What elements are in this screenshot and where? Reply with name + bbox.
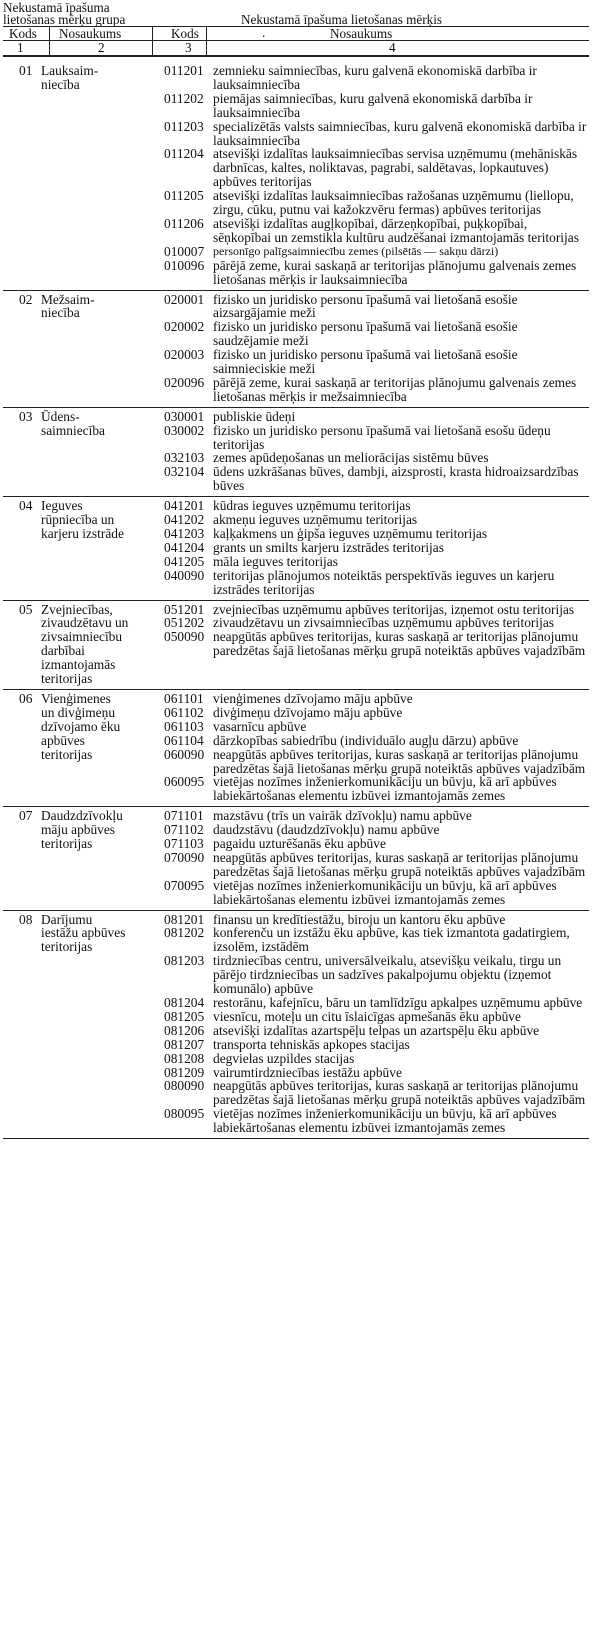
purpose-name: dārzkopības sabiedrību (individuālo augļu dārzu) apbūve xyxy=(213,732,519,748)
col-num-4: 4 xyxy=(389,40,396,55)
purpose-code: 011204 xyxy=(164,146,204,162)
purpose-row xyxy=(149,692,589,706)
purpose-code: 081204 xyxy=(164,995,205,1010)
purpose-name: zemes apūdeņošanas un meliorācijas sistēmu būves xyxy=(213,450,489,466)
purpose-name: fizisko un juridisko personu īpašumā vai lietošanā esošie saudzējamie meži xyxy=(213,319,518,349)
purpose-row xyxy=(149,189,589,217)
purpose-name: atsevišķi izdalītas lauksaimniecības ražošanas uzņēmumu (liellopu, zirgu, cūku, putnu vai kažokzvēru fermas) apbūves teritorijas xyxy=(213,188,574,218)
purpose-name: specializētās valsts saimniecības, kuru galvenā ekonomiskā darbība ir lauksaimniecība xyxy=(213,118,587,148)
purpose-code: 081207 xyxy=(164,1036,205,1052)
land-use-purpose-table xyxy=(3,0,589,1139)
group-01 xyxy=(3,62,589,291)
group-name: Daudzdzīvokļu māju apbūves teritorijas xyxy=(41,808,123,852)
purpose-code: 061102 xyxy=(164,704,204,720)
purpose-list xyxy=(149,913,589,1136)
group-code: 01 xyxy=(19,63,33,78)
group-name: Darījumu iestāžu apbūves teritorijas xyxy=(41,911,126,955)
purpose-name: konferenču un izstāžu ēku apbūve, kas tiek izmantota gadatirgiem, izsolēm, izstādēm xyxy=(213,925,570,955)
purpose-name: fizisko un juridisko personu īpašumā vai lietošanā esošu ūdeņu teritorijas xyxy=(213,422,551,452)
purpose-row xyxy=(149,499,589,513)
purpose-row xyxy=(149,748,589,776)
group-name: Mežsaim- niecība xyxy=(41,291,95,321)
purpose-name: pārējā zeme, kurai saskaņā ar teritorijas plānojumu galvenais zemes lietošanas mērķis ir mežsaimniecība xyxy=(213,374,577,404)
purpose-name: kūdras ieguves uzņēmumu teritorijas xyxy=(213,498,411,514)
group-name: Zvejniecības, zivaudzētavu un zivsaimniecību darbībai izmantojamās teritorijas xyxy=(41,601,129,687)
purpose-name: akmeņu ieguves uzņēmumu teritorijas xyxy=(213,512,418,528)
purpose-code: 071102 xyxy=(164,822,204,838)
purpose-row xyxy=(149,513,589,527)
purpose-name: māla ieguves teritorijas xyxy=(213,553,338,569)
purpose-row xyxy=(149,1010,589,1024)
purpose-name: kaļķakmens un ģipša ieguves uzņēmumu teritorijas xyxy=(213,526,488,541)
purpose-code: 041201 xyxy=(164,498,205,514)
header-divider-2 xyxy=(152,27,153,55)
purpose-list xyxy=(149,603,589,686)
purpose-code: 081201 xyxy=(164,911,205,927)
header-rule-3 xyxy=(3,55,589,57)
purpose-row xyxy=(149,217,589,245)
purpose-code: 020003 xyxy=(164,347,205,363)
group-name: Ieguves rūpniecība un karjeru izstrāde xyxy=(41,498,124,541)
purpose-code: 051202 xyxy=(164,615,205,631)
group-05 xyxy=(3,601,589,690)
purpose-name: publiskie ūdeņi xyxy=(213,408,296,424)
purpose-row xyxy=(149,1052,589,1066)
purpose-row xyxy=(149,616,589,630)
purpose-name: pagaidu uzturēšanās ēku apbūve xyxy=(213,836,386,852)
purpose-list xyxy=(149,809,589,906)
purpose-row xyxy=(149,451,589,465)
group-code: 08 xyxy=(19,911,33,927)
col-num-3: 3 xyxy=(185,40,192,55)
purpose-code: 010007 xyxy=(164,243,205,259)
group-list xyxy=(3,62,589,1139)
group-code: 04 xyxy=(19,498,33,514)
purpose-code: 071103 xyxy=(164,836,204,852)
purpose-row xyxy=(149,147,589,189)
purpose-code: 081208 xyxy=(164,1050,205,1066)
purpose-list xyxy=(149,410,589,493)
group-name: Vienģimenes un divģimeņu dzīvojamo ēku apbūves teritorijas xyxy=(41,690,121,762)
purpose-code: 081205 xyxy=(164,1008,205,1024)
group-code: 02 xyxy=(19,291,33,307)
purpose-row xyxy=(149,64,589,92)
purpose-code: 030001 xyxy=(164,408,205,424)
header-divider-1 xyxy=(49,27,50,55)
group-02 xyxy=(3,291,589,408)
purpose-code: 010096 xyxy=(164,257,205,273)
purpose-list xyxy=(149,692,589,803)
col-num-1: 1 xyxy=(17,40,24,55)
purpose-name: zemnieku saimniecības, kuru galvenā ekonomiskā darbība ir lauksaimniecība xyxy=(213,63,537,92)
purpose-row xyxy=(149,1038,589,1052)
purpose-code: 070095 xyxy=(164,877,205,893)
purpose-row xyxy=(149,1066,589,1080)
purpose-list xyxy=(149,499,589,596)
purpose-name: piemājas saimniecības, kuru galvenā ekonomiskā darbība ir lauksaimniecība xyxy=(213,90,533,120)
group-name: Lauksaim- niecība xyxy=(41,63,99,92)
purpose-name: vietējas nozīmes inženierkomunikāciju un būvju, kā arī apbūves labiekārtošanas elementu izbūvei izmantojamās zemes xyxy=(213,1106,557,1136)
purpose-name: restorānu, kafejnīcu, bāru un tamlīdzīgu apkalpes uzņēmumu apbūve xyxy=(213,995,583,1010)
purpose-name: zvejniecības uzņēmumu apbūves teritorijas, izņemot ostu teritorijas xyxy=(213,601,575,617)
purpose-row xyxy=(149,823,589,837)
purpose-row xyxy=(149,348,589,376)
purpose-code: 060095 xyxy=(164,774,205,790)
purpose-code: 081203 xyxy=(164,953,205,969)
purpose-row xyxy=(149,775,589,803)
purpose-row xyxy=(149,720,589,734)
purpose-code: 060090 xyxy=(164,746,205,762)
table-header xyxy=(3,0,589,62)
purpose-name: zivaudzētavu un zivsaimniecības uzņēmumu apbūves teritorijas xyxy=(213,615,554,631)
col-code2-label: Kods xyxy=(171,26,199,41)
purpose-code: 032104 xyxy=(164,464,205,480)
purpose-name: vienģimenes dzīvojamo māju apbūve xyxy=(213,690,413,706)
purpose-code: 041205 xyxy=(164,553,205,569)
purpose-name: neapgūtās apbūves teritorijas, kuras saskaņā ar teritorijas plānojumu paredzētas šajā lietošanas mērķu grupā noteiktās apbūves vajadzībām xyxy=(213,629,586,659)
purpose-row xyxy=(149,913,589,927)
purpose-name: atsevišķi izdalītas azartspēļu telpas un azartspēļu ēku apbūve xyxy=(213,1022,540,1038)
group-03 xyxy=(3,408,589,497)
purpose-name: ūdens uzkrāšanas būves, dambji, aizsprosti, krasta hidroaizsardzības būves xyxy=(213,464,579,494)
purpose-code: 081202 xyxy=(164,925,205,941)
purpose-code: 011203 xyxy=(164,118,204,134)
purpose-row xyxy=(149,541,589,555)
purpose-name: fizisko un juridisko personu īpašumā vai lietošanā esošie aizsargājamie meži xyxy=(213,291,518,321)
purpose-row xyxy=(149,706,589,720)
purpose-code: 071101 xyxy=(164,808,204,824)
purpose-list xyxy=(149,64,589,287)
purpose-name: divģimeņu dzīvojamo māju apbūve xyxy=(213,704,403,720)
purpose-code: 011205 xyxy=(164,188,204,204)
purpose-code: 032103 xyxy=(164,450,205,466)
group-04 xyxy=(3,497,589,600)
purpose-name: transporta tehniskās apkopes stacijas xyxy=(213,1036,410,1052)
purpose-code: 040090 xyxy=(164,567,205,583)
purpose-code: 041203 xyxy=(164,526,205,541)
purpose-code: 080095 xyxy=(164,1106,205,1122)
purpose-code: 070090 xyxy=(164,849,205,865)
purpose-row xyxy=(149,851,589,879)
group-code: 03 xyxy=(19,408,33,424)
purpose-code: 061103 xyxy=(164,718,204,734)
purpose-row xyxy=(149,926,589,954)
group-06 xyxy=(3,690,589,807)
purpose-name: neapgūtās apbūves teritorijas, kuras saskaņā ar teritorijas plānojumu paredzētas šajā lietošanas mērķu grupā noteiktās apbūves vajadzībām xyxy=(213,1078,586,1108)
purpose-row xyxy=(149,569,589,597)
group-07 xyxy=(3,807,589,910)
purpose-name: neapgūtās apbūves teritorijas, kuras saskaņā ar teritorijas plānojumu paredzētas šajā lietošanas mērķu grupā noteiktās apbūves vajadzībām xyxy=(213,746,586,776)
purpose-name: daudzstāvu (daudzdzīvokļu) namu apbūve xyxy=(213,822,440,838)
purpose-name: pārējā zeme, kurai saskaņā ar teritorijas plānojumu galvenais zemes lietošanas mērķis ir lauksaimniecība xyxy=(213,257,577,287)
purpose-row xyxy=(149,1024,589,1038)
purpose-code: 011201 xyxy=(164,63,204,78)
col-name-label: Nosaukums xyxy=(59,26,122,41)
group-code: 05 xyxy=(19,601,33,617)
purpose-code: 061104 xyxy=(164,732,204,748)
purpose-code: 011206 xyxy=(164,215,204,231)
purpose-name: viesnīcu, moteļu un citu īslaicīgas apmešanās ēku apbūve xyxy=(213,1008,521,1024)
purpose-name: vietējas nozīmes inženierkomunikāciju un būvju, kā arī apbūves labiekārtošanas elementu izbūvei izmantojamās zemes xyxy=(213,877,557,907)
purpose-row xyxy=(149,1107,589,1135)
purpose-row xyxy=(149,954,589,996)
group-name: Ūdens- saimniecība xyxy=(41,408,105,438)
purpose-row xyxy=(149,996,589,1010)
purpose-row xyxy=(149,376,589,404)
purpose-code: 080090 xyxy=(164,1078,205,1094)
purpose-name: vasarnīcu apbūve xyxy=(213,718,307,734)
col-num-2: 2 xyxy=(98,40,105,55)
purpose-name: grants un smilts karjeru izstrādes teritorijas xyxy=(213,539,444,555)
group-code: 07 xyxy=(19,808,33,824)
purpose-row xyxy=(149,603,589,617)
col-dot-mark: . xyxy=(262,25,266,40)
purpose-code: 020096 xyxy=(164,374,205,390)
group-code: 06 xyxy=(19,690,33,706)
col-code-label: Kods xyxy=(9,26,37,41)
purpose-name: personīgo palīgsaimniecību zemes (pilsētās — sakņu dārzi) xyxy=(213,243,499,258)
group-08 xyxy=(3,911,589,1140)
purpose-name: vietējas nozīmes inženierkomunikāciju un būvju, kā arī apbūves labiekārtošanas elementu izbūvei izmantojamās zemes xyxy=(213,774,557,804)
group-title-line1: Nekustamā īpašuma xyxy=(3,0,110,15)
header-divider-3 xyxy=(206,27,207,55)
group-title-line2: lietošanas mērķu grupa xyxy=(3,12,126,27)
purpose-name: atsevišķi izdalītas augļkopībai, dārzeņkopībai, puķkopībai, sēņkopībai un zemstikla kultūru audzēšanai izmantojamās teritorijas xyxy=(213,215,579,245)
header-rule-2 xyxy=(3,40,589,41)
purpose-name: fizisko un juridisko personu īpašumā vai lietošanā esošie saimnieciskie meži xyxy=(213,347,518,377)
purpose-code: 041202 xyxy=(164,512,205,528)
purpose-row xyxy=(149,630,589,658)
purpose-row xyxy=(149,809,589,823)
purpose-name: atsevišķi izdalītas lauksaimniecības servisa uzņēmumu (mehāniskās darbnīcas, kaltes, noliktavas, pagrabi, saldētavas, lopkautuves) apbūves teritorijas xyxy=(213,146,578,190)
purpose-code: 041204 xyxy=(164,539,205,555)
purpose-row xyxy=(149,293,589,321)
purpose-code: 061101 xyxy=(164,690,204,706)
purpose-name: tirdzniecības centru, universālveikalu, atsevišķu veikalu, tirgu un pārējo tirdzniecības un sadzīves pakalpojumu objektu (izņemot komunālo) apbūve xyxy=(213,953,562,997)
purpose-row xyxy=(149,837,589,851)
purpose-row xyxy=(149,424,589,452)
purpose-row xyxy=(149,734,589,748)
purpose-row xyxy=(149,259,589,287)
purpose-row xyxy=(149,465,589,493)
purpose-code: 081206 xyxy=(164,1022,205,1038)
purpose-name: neapgūtās apbūves teritorijas, kuras saskaņā ar teritorijas plānojumu paredzētas šajā lietošanas mērķu grupā noteiktās apbūves vajadzībām xyxy=(213,849,586,879)
purpose-list xyxy=(149,293,589,404)
purpose-code: 081209 xyxy=(164,1064,205,1080)
purpose-row xyxy=(149,410,589,424)
purpose-row xyxy=(149,555,589,569)
purpose-code: 030002 xyxy=(164,422,205,438)
purpose-name: finansu un kredītiestāžu, biroju un kantoru ēku apbūve xyxy=(213,911,506,927)
purpose-row xyxy=(149,879,589,907)
col-name2-label: Nosaukums xyxy=(330,26,393,41)
purpose-title: Nekustamā īpašuma lietošanas mērķis xyxy=(241,12,443,27)
purpose-row xyxy=(149,527,589,541)
purpose-code: 020002 xyxy=(164,319,205,335)
purpose-code: 050090 xyxy=(164,629,205,645)
purpose-name: vairumtirdzniecības iestāžu apbūve xyxy=(213,1064,402,1080)
purpose-name: mazstāvu (trīs un vairāk dzīvokļu) namu apbūve xyxy=(213,808,472,824)
purpose-code: 011202 xyxy=(164,90,204,106)
purpose-row xyxy=(149,120,589,148)
purpose-name: teritorijas plānojumos noteiktās perspektīvās ieguves un karjeru izstrādes teritorijas xyxy=(213,567,555,597)
purpose-row xyxy=(149,92,589,120)
purpose-row xyxy=(149,320,589,348)
purpose-code: 020001 xyxy=(164,291,205,307)
purpose-name: degvielas uzpildes stacijas xyxy=(213,1050,355,1066)
purpose-code: 051201 xyxy=(164,601,205,617)
purpose-row xyxy=(149,1079,589,1107)
purpose-row xyxy=(149,245,589,259)
